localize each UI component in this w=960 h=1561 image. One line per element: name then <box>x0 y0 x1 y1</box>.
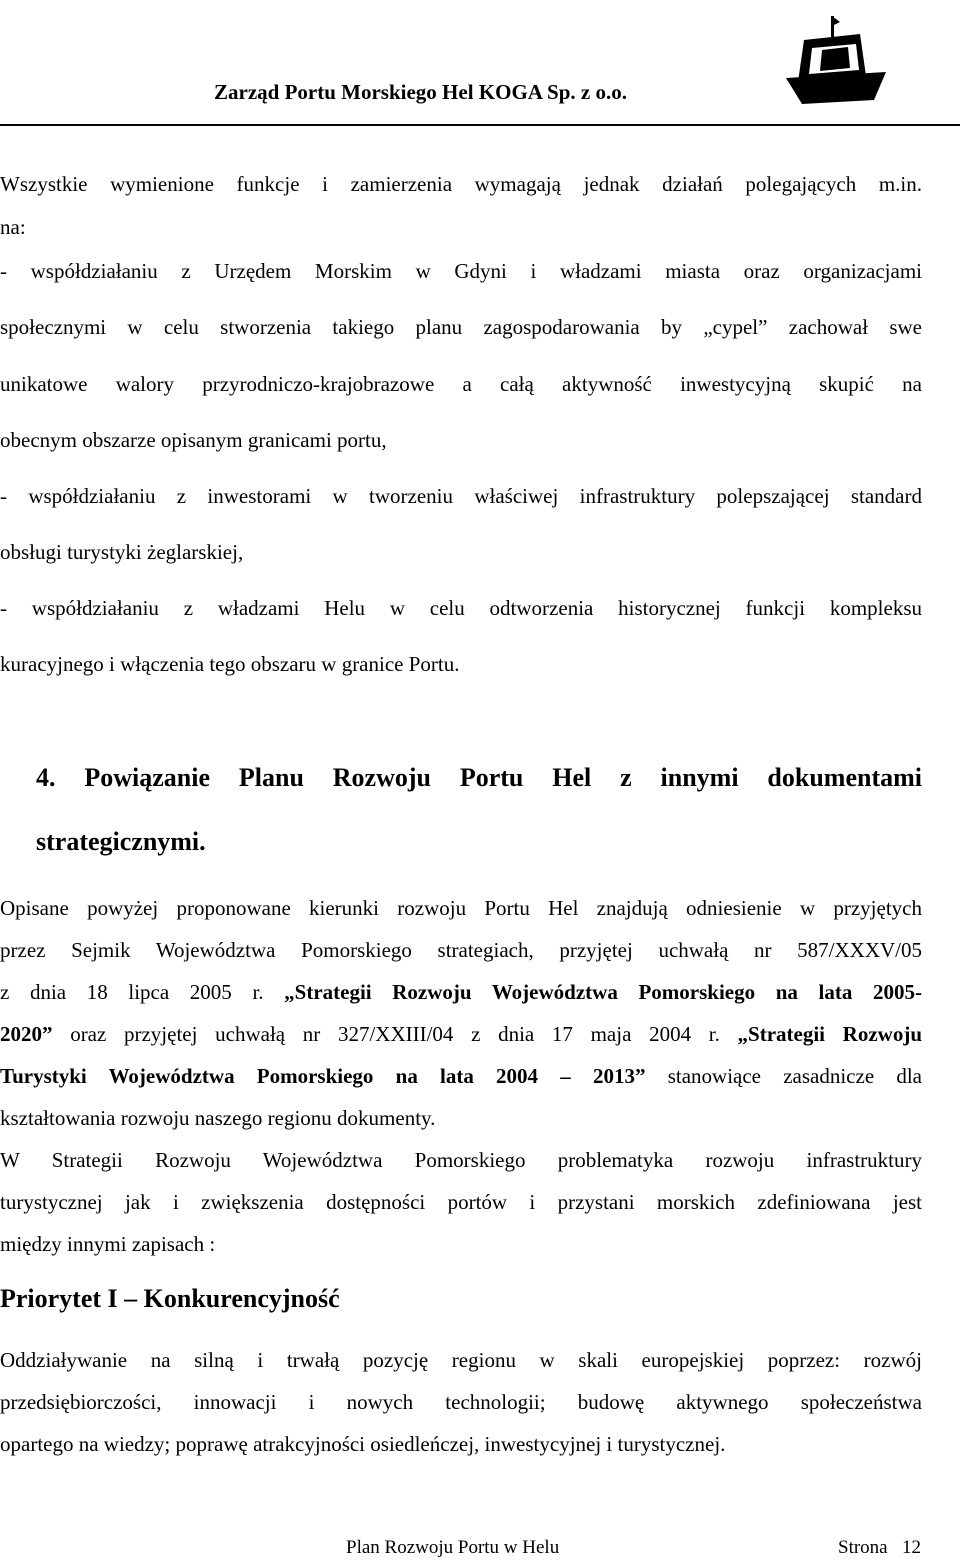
text-line <box>0 1064 922 1088</box>
text-line: unikatowe walory przyrodniczo-krajobrazowe a całą aktywność inwestycyjną skupić na <box>0 372 922 396</box>
footer-document-title: Plan Rozwoju Portu w Helu <box>346 1537 560 1558</box>
text-run: z dnia 18 lipca 2005 r. <box>0 980 285 1004</box>
page-header <box>0 0 960 127</box>
strategy-title: Turystyki Województwa Pomorskiego na lata 2004 – 2013” <box>0 1064 646 1088</box>
text-line: przez Sejmik Województwa Pomorskiego strategiach, przyjętej uchwałą nr 587/XXXV/05 <box>0 938 922 962</box>
text-line: Opisane powyżej proponowane kierunki rozwoju Portu Hel znajdują odniesienie w przyjętych <box>0 896 922 920</box>
footer-page-label: Strona <box>838 1537 888 1558</box>
text-line: opartego na wiedzy; poprawę atrakcyjności osiedleńczej, inwestycyjnej i turystycznej. <box>0 1432 726 1456</box>
text-run: oraz przyjętej uchwałą nr 327/XXIII/04 z dnia 17 maja 2004 r. <box>70 1022 738 1046</box>
footer-page-number: 12 <box>902 1537 921 1558</box>
text-line: Wszystkie wymienione funkcje i zamierzenia wymagają jednak działań polegających m.in. <box>0 172 922 196</box>
text-line <box>0 980 922 1004</box>
text-line: turystycznej jak i zwiększenia dostępności portów i przystani morskich zdefiniowana jest <box>0 1190 922 1214</box>
text-line: obecnym obszarze opisanym granicami portu, <box>0 428 387 452</box>
strategy-title: „Strategii Rozwoju Województwa Pomorskiego na lata 2005- <box>284 980 922 1004</box>
strategy-title: „Strategii Rozwoju <box>737 1022 923 1046</box>
text-line: Oddziaływanie na silną i trwałą pozycję regionu w skali europejskiej poprzez: rozwój <box>0 1348 922 1372</box>
text-line: na: <box>0 215 26 239</box>
company-name: Zarząd Portu Morskiego Hel KOGA Sp. z o.o. <box>214 80 627 104</box>
text-line: kuracyjnego i włączenia tego obszaru w granice Portu. <box>0 652 460 676</box>
text-line <box>0 1022 922 1046</box>
text-line: - współdziałaniu z władzami Helu w celu odtworzenia historycznej funkcji kompleksu <box>0 596 922 620</box>
text-line: obsługi turystyki żeglarskiej, <box>0 540 244 564</box>
text-line: społecznymi w celu stworzenia takiego planu zagospodarowania by „cypel” zachował swe <box>0 315 922 339</box>
section-heading: 4. Powiązanie Planu Rozwoju Portu Hel z innymi dokumentami <box>36 763 922 792</box>
text-line: - współdziałaniu z Urzędem Morskim w Gdyni i władzami miasta oraz organizacjami <box>0 259 922 283</box>
text-line: - współdziałaniu z inwestorami w tworzeniu właściwej infrastruktury polepszającej standard <box>0 484 922 508</box>
header-rule <box>0 124 960 126</box>
text-line: między innymi zapisach : <box>0 1232 216 1256</box>
text-line: przedsiębiorczości, innowacji i nowych technologii; budowę aktywnego społeczeństwa <box>0 1390 922 1414</box>
priority-heading: Priorytet I – Konkurencyjność <box>0 1284 340 1313</box>
ship-logo-icon <box>782 12 892 112</box>
text-run: stanowiące zasadnicze dla <box>667 1064 922 1088</box>
text-line: W Strategii Rozwoju Województwa Pomorskiego problematyka rozwoju infrastruktury <box>0 1148 922 1172</box>
section-heading-continued: strategicznymi. <box>36 827 206 856</box>
text-line: kształtowania rozwoju naszego regionu dokumenty. <box>0 1106 436 1130</box>
strategy-title: 2020” <box>0 1022 53 1046</box>
